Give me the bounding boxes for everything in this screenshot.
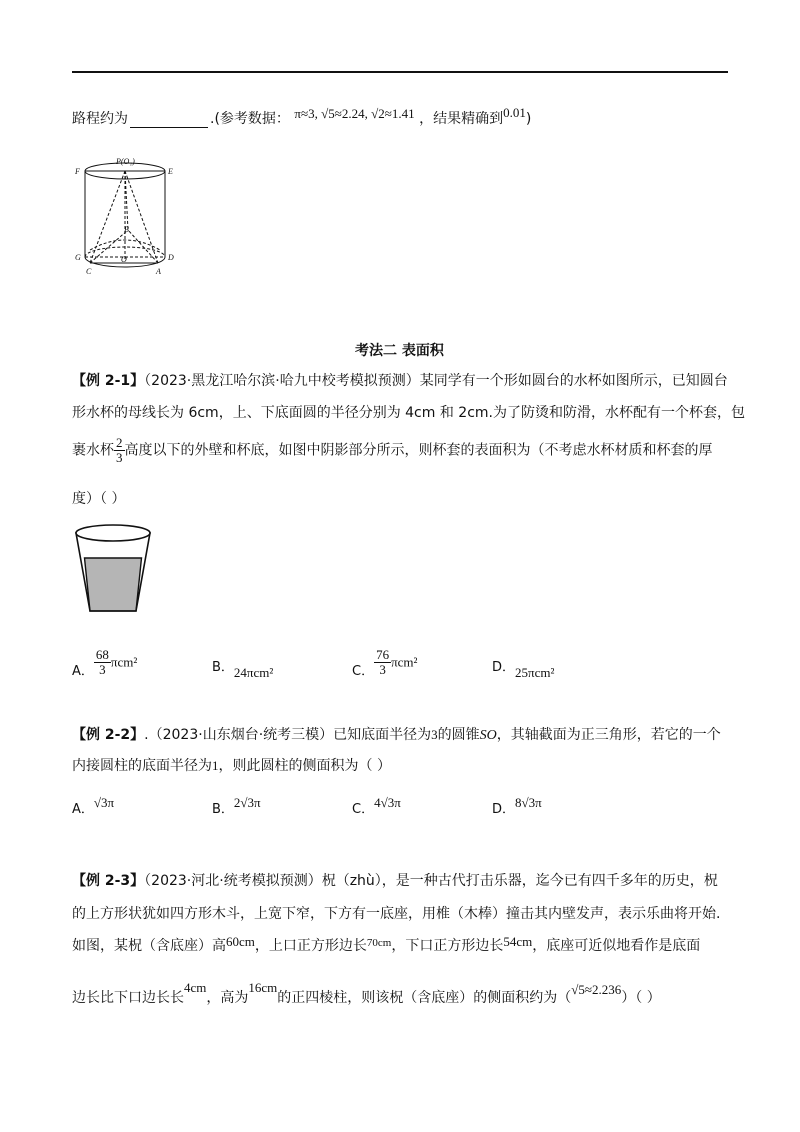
fraction-two-thirds: $\frac{2}{3}$ (116, 435, 123, 465)
ex23-tag: 【例 2-3】 (72, 873, 145, 889)
ex21-line2: 形水杯的母线长为 6cm，上、下底面圆的半径分别为 4cm 和 2cm.为了防烫和防滑，水杯配有一个杯套，包 (72, 405, 745, 421)
q1-line (72, 105, 532, 128)
ex23-line3: 如图，某柷（含底座）高60cm，上口正方形边长$^{70cm}$，下口正方形边长54cm，底座可近似地看作是底面 (72, 934, 701, 954)
q1-prefix: 路程约为 (72, 111, 128, 127)
q1-suffix: ，结果精确到 (419, 111, 504, 127)
q1-close: ) (525, 111, 532, 127)
label-E: E (168, 167, 173, 176)
ex23-line2: 的上方形状犹如四方形木斗，上宽下窄，下方有一底座，用椎（木棒）撞击其内壁发声，表示乐曲将开始. (72, 906, 721, 922)
label-P: P(O₁) (116, 157, 135, 166)
label-A: A (156, 267, 161, 276)
ex21-text1: （2023·黑龙江哈尔滨·哈九中校考模拟预测）某同学有一个形如圆台的水杯如图所示，已知圆台 (144, 373, 728, 389)
cylinder-cone-figure (70, 150, 182, 288)
answer-blank[interactable] (130, 113, 208, 128)
choice-a-fraction: $\frac{68}{3}$ (95, 647, 109, 677)
label-B: B (124, 225, 129, 234)
ex21-line3 (72, 436, 713, 465)
label-C: C (86, 267, 92, 276)
ex22-choice-b[interactable]: B．2√3π (212, 795, 261, 817)
label-F: F (75, 167, 80, 176)
ex22-choice-d[interactable]: D．8√3π (492, 795, 542, 817)
ex23-line4: 边长比下口边长长4cm，高为16cm的正四棱柱，则该柷（含底座）的侧面积约为（√5≈2.236）（ ） (72, 980, 661, 1006)
ex21-line1 (72, 370, 728, 390)
cup-figure (74, 523, 152, 616)
ex21-choice-d[interactable]: D．25πcm² (492, 660, 555, 680)
ex21-text3b: 高度以下的外壁和杯底，如图中阴影部分所示，则杯套的表面积为（不考虑水杯材质和杯套的厚 (124, 442, 713, 459)
ex21-choice-c[interactable]: C． $\frac{76}{3}$ πcm² (352, 647, 418, 679)
choice-c-fraction: $\frac{76}{3}$ (376, 647, 390, 677)
ex23-line1: 【例 2-3】（2023·河北·统考模拟预测）柷（zhù），是一种古代打击乐器，迄今已有四千多年的历史，柷 (72, 873, 718, 889)
ex21-choice-a[interactable]: A． $\frac{68}{3}$ πcm² (72, 647, 138, 679)
ex21-choice-b[interactable]: B．24πcm² (212, 660, 274, 680)
q1-ref-math: π≈3, √5≈2.24, √2≈1.41 (294, 106, 415, 121)
ex22-choice-c[interactable]: C．4√3π (352, 795, 401, 817)
q1-middle: .(参考数据： (210, 111, 290, 127)
ex22-choice-a[interactable]: A．√3π (72, 795, 115, 817)
ex22-line2: 内接圆柱的底面半径为1，则此圆柱的侧面积为（ ） (72, 758, 391, 774)
ex22-tag: 【例 2-2】 (72, 727, 145, 743)
header-rule (72, 71, 728, 73)
ex22-line1: 【例 2-2】.（2023·山东烟台·统考三模）已知底面半径为3的圆锥SO，其轴截面为正三角形，若它的一个 (72, 727, 721, 743)
q1-precision: 0.01 (503, 105, 526, 120)
ex21-line4: 度）（ ） (72, 491, 126, 507)
label-D: D (168, 253, 174, 262)
ex21-text3a: 裹水杯 (72, 442, 114, 459)
section-title: 考法二 表面积 (355, 343, 444, 359)
label-G: G (75, 253, 81, 262)
label-O: O (121, 255, 127, 264)
ex21-tag: 【例 2-1】 (72, 373, 145, 389)
